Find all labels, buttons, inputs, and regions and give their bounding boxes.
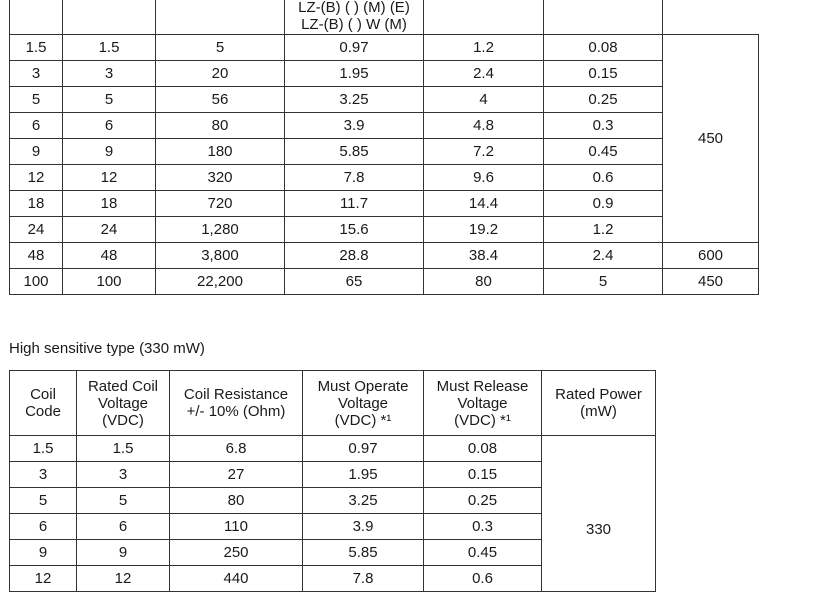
rated-power-cell: 600	[663, 243, 759, 269]
rated-voltage-cell: 9	[77, 540, 170, 566]
header-coil-resistance	[170, 371, 303, 436]
rated-voltage-cell: 6	[77, 514, 170, 540]
must-release-cell: 1.2	[544, 217, 663, 243]
must-release-cell: 0.45	[544, 139, 663, 165]
header-cell	[156, 0, 285, 35]
must-operate-cell: 0.97	[303, 436, 424, 462]
header-text: Voltage	[97, 394, 149, 412]
coil-resistance-cell: 250	[170, 540, 303, 566]
coil-resistance-cell: 20	[156, 61, 285, 87]
rated-voltage-cell: 24	[63, 217, 156, 243]
coil-code-cell: 1.5	[10, 35, 63, 61]
must-operate-cell: 5.85	[285, 139, 424, 165]
coil-code-cell: 6	[10, 514, 77, 540]
must-release-cell: 0.3	[544, 113, 663, 139]
header-cell	[544, 0, 663, 35]
rated-voltage-cell: 100	[63, 269, 156, 295]
must-operate-cell: 15.6	[285, 217, 424, 243]
header-rated-voltage	[77, 371, 170, 436]
header-cell-model	[285, 0, 424, 35]
rated-voltage-cell: 1.5	[77, 436, 170, 462]
must-operate-cell: 7.8	[285, 165, 424, 191]
header-cell	[663, 0, 759, 35]
must-operate-cell: 7.8	[303, 566, 424, 592]
header-text: +/- 10% (Ohm)	[186, 403, 286, 420]
header-text: Must Operate	[317, 377, 409, 395]
table-row	[10, 61, 759, 87]
must-operate-cell: 1.95	[285, 61, 424, 87]
header-text: Voltage	[457, 394, 508, 412]
must-operate-cell: 11.7	[285, 191, 424, 217]
coil-resistance-cell: 1,280	[156, 217, 285, 243]
table-header-row	[10, 0, 759, 35]
header-text: Coil Resistance	[183, 386, 289, 403]
must-operate-alt-cell: 38.4	[424, 243, 544, 269]
header-text: Coil	[30, 386, 56, 403]
must-operate-alt-cell: 14.4	[424, 191, 544, 217]
table-row	[10, 139, 759, 165]
header-text: Code	[25, 403, 61, 420]
must-operate-cell: 3.9	[303, 514, 424, 540]
coil-code-cell: 5	[10, 87, 63, 113]
must-operate-alt-cell: 1.2	[424, 35, 544, 61]
coil-code-cell: 5	[10, 488, 77, 514]
header-text: Voltage	[337, 394, 389, 412]
coil-spec-table-standard	[9, 0, 759, 295]
must-release-cell: 0.45	[424, 540, 542, 566]
table-header-row	[10, 371, 656, 436]
table-row	[10, 217, 759, 243]
header-text: Must Release	[436, 377, 529, 395]
must-operate-alt-cell: 80	[424, 269, 544, 295]
must-operate-alt-cell: 19.2	[424, 217, 544, 243]
must-operate-alt-cell: 9.6	[424, 165, 544, 191]
coil-resistance-cell: 22,200	[156, 269, 285, 295]
section-title-high-sensitive: High sensitive type (330 mW)	[9, 340, 205, 357]
must-operate-cell: 3.25	[303, 488, 424, 514]
rated-voltage-cell: 12	[77, 566, 170, 592]
coil-resistance-cell: 56	[156, 87, 285, 113]
header-coil-code	[10, 371, 77, 436]
must-release-cell: 0.25	[544, 87, 663, 113]
coil-code-cell: 9	[10, 540, 77, 566]
rated-power-cell: 450	[663, 35, 759, 243]
table-row	[10, 35, 759, 61]
must-release-cell: 5	[544, 269, 663, 295]
coil-resistance-cell: 80	[170, 488, 303, 514]
coil-spec-table-high-sensitive	[9, 370, 656, 592]
coil-code-cell: 6	[10, 113, 63, 139]
must-release-cell: 0.15	[544, 61, 663, 87]
coil-resistance-cell: 5	[156, 35, 285, 61]
rated-voltage-cell: 5	[77, 488, 170, 514]
must-operate-cell: 3.9	[285, 113, 424, 139]
coil-code-cell: 9	[10, 139, 63, 165]
coil-code-cell: 3	[10, 462, 77, 488]
coil-resistance-cell: 440	[170, 566, 303, 592]
rated-voltage-cell: 48	[63, 243, 156, 269]
coil-code-cell: 3	[10, 61, 63, 87]
must-operate-alt-cell: 2.4	[424, 61, 544, 87]
coil-code-cell: 12	[10, 165, 63, 191]
must-operate-alt-cell: 7.2	[424, 139, 544, 165]
must-operate-cell: 65	[285, 269, 424, 295]
header-text: Rated Coil	[87, 377, 159, 395]
must-operate-alt-cell: 4	[424, 87, 544, 113]
header-text: (VDC)	[102, 411, 144, 429]
must-release-cell: 0.9	[544, 191, 663, 217]
coil-resistance-cell: 320	[156, 165, 285, 191]
header-text: (VDC) *¹	[334, 411, 392, 429]
coil-code-cell: 18	[10, 191, 63, 217]
must-release-cell: 0.3	[424, 514, 542, 540]
must-release-cell: 0.08	[424, 436, 542, 462]
header-cell	[424, 0, 544, 35]
must-operate-cell: 28.8	[285, 243, 424, 269]
table-row	[10, 243, 759, 269]
must-release-cell: 0.6	[424, 566, 542, 592]
table-row	[10, 436, 656, 462]
must-release-cell: 0.25	[424, 488, 542, 514]
rated-voltage-cell: 18	[63, 191, 156, 217]
rated-voltage-cell: 3	[77, 462, 170, 488]
coil-resistance-cell: 27	[170, 462, 303, 488]
must-release-cell: 2.4	[544, 243, 663, 269]
coil-resistance-cell: 110	[170, 514, 303, 540]
header-must-release	[424, 371, 542, 436]
coil-code-cell: 48	[10, 243, 63, 269]
coil-code-cell: 12	[10, 566, 77, 592]
header-rated-power	[542, 371, 656, 436]
must-release-cell: 0.08	[544, 35, 663, 61]
header-model-line1: LZ-(B) ( ) (M) (E)	[298, 0, 410, 16]
coil-code-cell: 1.5	[10, 436, 77, 462]
rated-voltage-cell: 1.5	[63, 35, 156, 61]
rated-power-cell: 450	[663, 269, 759, 295]
rated-voltage-cell: 5	[63, 87, 156, 113]
coil-code-cell: 100	[10, 269, 63, 295]
table-row	[10, 269, 759, 295]
coil-resistance-cell: 80	[156, 113, 285, 139]
rated-voltage-cell: 6	[63, 113, 156, 139]
coil-resistance-cell: 720	[156, 191, 285, 217]
header-cell	[10, 0, 63, 35]
header-must-operate	[303, 371, 424, 436]
header-cell	[63, 0, 156, 35]
coil-code-cell: 24	[10, 217, 63, 243]
must-operate-cell: 0.97	[285, 35, 424, 61]
must-operate-cell: 1.95	[303, 462, 424, 488]
must-operate-cell: 5.85	[303, 540, 424, 566]
must-operate-alt-cell: 4.8	[424, 113, 544, 139]
rated-voltage-cell: 3	[63, 61, 156, 87]
table-row	[10, 191, 759, 217]
header-text: Rated Power	[555, 386, 642, 403]
coil-resistance-cell: 3,800	[156, 243, 285, 269]
rated-voltage-cell: 9	[63, 139, 156, 165]
rated-voltage-cell: 12	[63, 165, 156, 191]
must-release-cell: 0.15	[424, 462, 542, 488]
header-model-line2: LZ-(B) ( ) W (M)	[301, 16, 407, 33]
must-release-cell: 0.6	[544, 165, 663, 191]
must-operate-cell: 3.25	[285, 87, 424, 113]
header-text: (VDC) *¹	[454, 411, 511, 429]
rated-power-cell: 330	[542, 436, 656, 592]
table-row	[10, 87, 759, 113]
header-text: (mW)	[580, 403, 617, 420]
coil-resistance-cell: 180	[156, 139, 285, 165]
coil-resistance-cell: 6.8	[170, 436, 303, 462]
table-row	[10, 165, 759, 191]
table-row	[10, 113, 759, 139]
